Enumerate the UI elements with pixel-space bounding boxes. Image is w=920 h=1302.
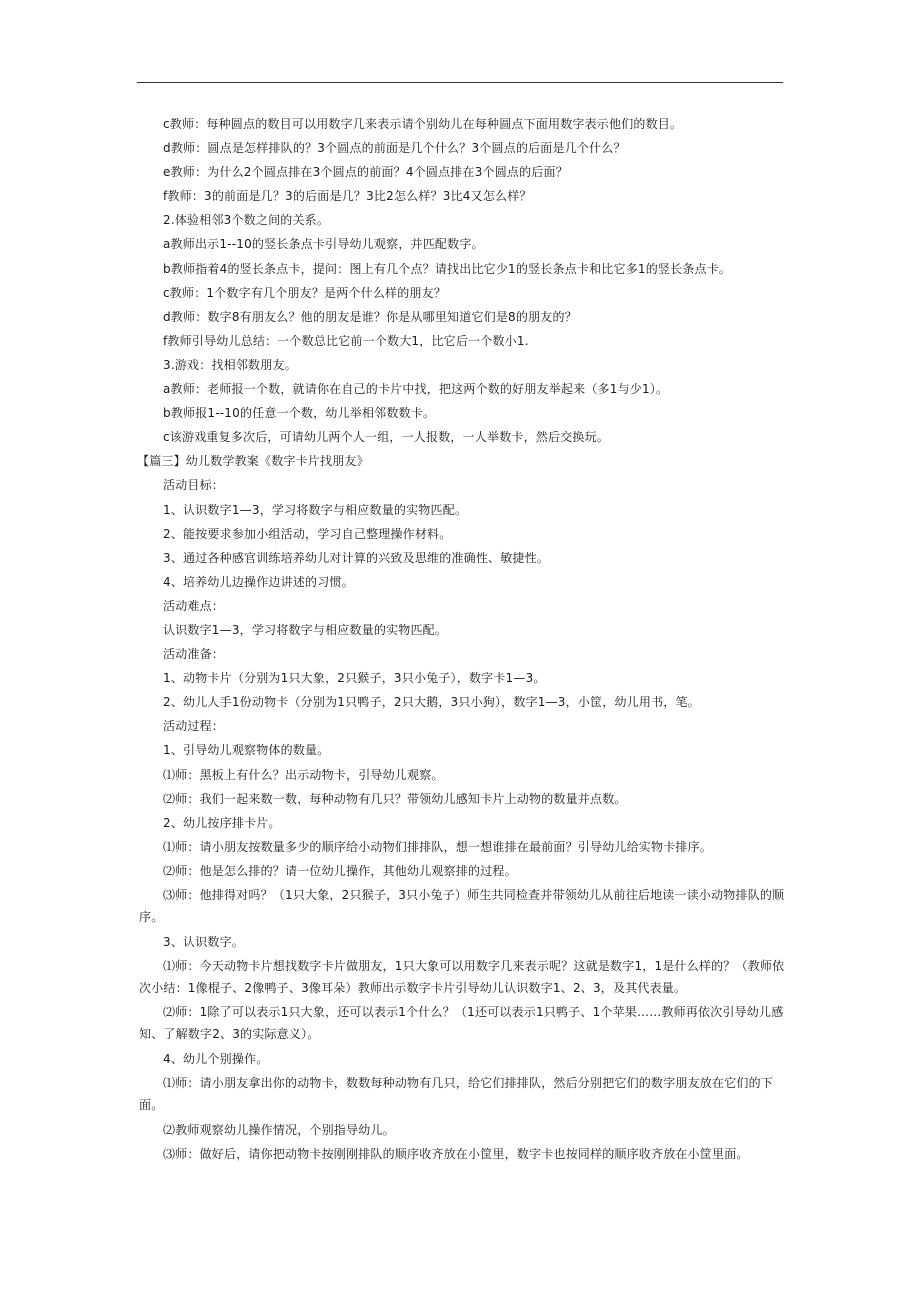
paragraph: ⑵师：他是怎么排的？请一位幼儿操作，其他幼儿观察排的过程。 [163, 863, 517, 878]
article-title: 【篇三】幼儿数学教案《数字卡片找朋友》 [137, 454, 369, 469]
paragraph: ⑴师：请小朋友拿出你的动物卡，数数每种动物有几只，给它们排排队，然后分别把它们的数字朋友放在它们的下面。 [139, 1076, 774, 1113]
paragraph: e教师：为什么2个圆点排在3个圆点的前面？4个圆点排在3个圆点的后面？ [163, 165, 568, 180]
paragraph: ⑴师：黑板上有什么？出示动物卡，引导幼儿观察。 [163, 767, 444, 782]
paragraph: ⑴师：请小朋友按数量多少的顺序给小动物们排排队，想一想谁排在最前面？引导幼儿给实物卡排序。 [163, 839, 713, 854]
paragraph: ⑵师：1除了可以表示1只大象，还可以表示1个什么？（1还可以表示1只鸭子、1个苹果……教师再依次引导幼儿感知、了解数字2、3的实际意义）。 [139, 1005, 784, 1042]
paragraph: c教师：每种圆点的数目可以用数字几来表示请个别幼儿在每种圆点下面用数字表示他们的数目。 [163, 117, 683, 131]
paragraph: 4、培养幼儿边操作边讲述的习惯。 [163, 574, 354, 589]
paragraph: d教师：数字8有朋友么？他的朋友是谁？你是从哪里知道它们是8的朋友的？ [163, 309, 577, 324]
section-heading: 活动过程： [163, 719, 225, 734]
paragraph: 2、幼儿人手1份动物卡（分别为1只鸭子，2只大鹅，3只小狗），数字1—3，小筐，幼儿用书，笔。 [163, 695, 700, 710]
section-heading: 3.游戏：找相邻数朋友。 [163, 357, 297, 372]
paragraph: 1、认识数字1—3，学习将数字与相应数量的实物匹配。 [163, 502, 468, 517]
paragraph: a教师出示1--10的竖长条点卡引导幼儿观察，并匹配数字。 [163, 237, 484, 252]
paragraph: ⑶师：他排得对吗？（1只大象，2只猴子，3只小兔子）师生共同检查并带领幼儿从前往后地读一读小动物排队的顺序。 [139, 888, 785, 924]
paragraph: 4、幼儿个别操作。 [163, 1052, 269, 1067]
paragraph: ⑴师：今天动物卡片想找数字卡片做朋友，1只大象可以用数字几来表示呢？这就是数字1，1是什么样的？（教师依次小结：1像棍子、2像鸭子、3像耳朵）教师出示数字卡片引导幼儿认识数字1、2、3，及其代表量。 [139, 959, 785, 996]
paragraph: f教师引导幼儿总结：一个数总比它前一个数大1，比它后一个数小1. [163, 333, 529, 348]
section-heading: 活动难点： [163, 598, 225, 613]
paragraph: b教师指着4的竖长条点卡，提问：图上有几个点？请找出比它少1的竖长条点卡和比它多1的竖长条点卡。 [163, 261, 732, 276]
paragraph: 2、幼儿按序排卡片。 [163, 815, 281, 830]
paragraph: 1、引导幼儿观察物体的数量。 [163, 743, 330, 758]
paragraph: b教师报1--10的任意一个数，幼儿举相邻数数卡。 [163, 406, 436, 421]
paragraph: d教师：圆点是怎样排队的？3个圆点的前面是几个什么？3个圆点的后面是几个什么？ [163, 141, 626, 156]
document-body [137, 112, 785, 1166]
paragraph: ⑵教师观察幼儿操作情况，个别指导幼儿。 [163, 1123, 395, 1138]
section-heading: 2.体验相邻3个数之间的关系。 [163, 213, 330, 228]
header-rule [137, 82, 783, 83]
paragraph: 3、通过各种感官训练培养幼儿对计算的兴致及思维的准确性、敏捷性。 [163, 550, 550, 565]
section-heading: 活动目标： [163, 478, 225, 493]
paragraph: 认识数字1—3，学习将数字与相应数量的实物匹配。 [163, 622, 448, 637]
paragraph: a教师：老师报一个数，就请你在自己的卡片中找，把这两个数的好朋友举起来（多1与少1）。 [163, 382, 669, 397]
paragraph: 3、认识数字。 [163, 935, 245, 949]
paragraph: c该游戏重复多次后，可请幼儿两个人一组，一人报数，一人举数卡，然后交换玩。 [163, 430, 610, 445]
paragraph: 2、能按要求参加小组活动，学习自己整理操作材料。 [163, 526, 452, 541]
paragraph: f教师：3的前面是几？3的后面是几？3比2怎么样？3比4又怎么样？ [163, 189, 532, 204]
paragraph: c教师：1个数字有几个朋友？是两个什么样的朋友？ [163, 285, 447, 300]
paragraph: ⑶师：做好后，请你把动物卡按刚刚排队的顺序收齐放在小筐里，数字卡也按同样的顺序收齐放在小筐里面。 [163, 1147, 749, 1162]
paragraph: 1、动物卡片（分别为1只大象，2只猴子，3只小兔子），数字卡1—3。 [163, 671, 546, 686]
section-heading: 活动准备： [163, 647, 225, 662]
paragraph: ⑵师：我们一起来数一数，每种动物有几只？带领幼儿感知卡片上动物的数量并点数。 [163, 791, 627, 806]
